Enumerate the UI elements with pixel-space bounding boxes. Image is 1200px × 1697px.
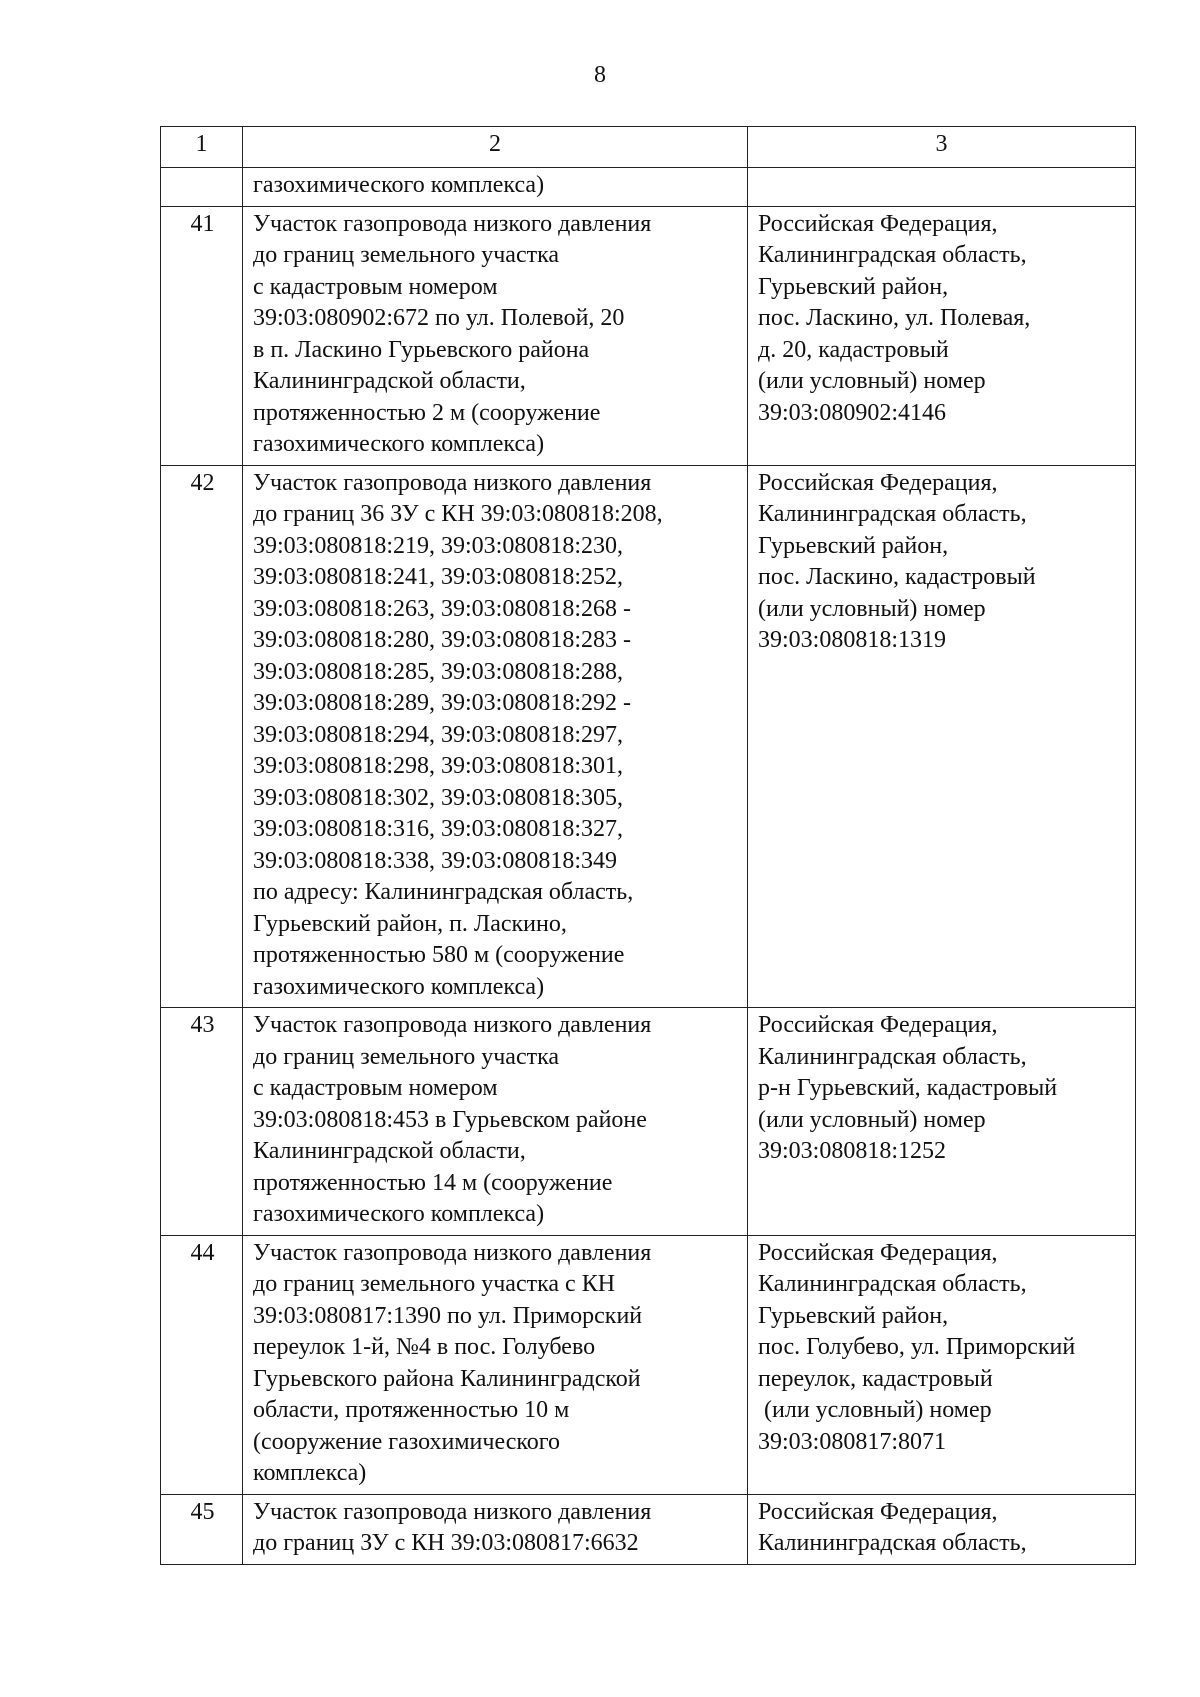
page-number: 8 xyxy=(594,62,606,88)
address-line: Калининградская область, xyxy=(758,1271,1027,1297)
address-line: (или условный) номер xyxy=(758,368,986,394)
address-line: Российская Федерация, xyxy=(758,1239,998,1266)
object-description-line: 39:03:080818:338, 39:03:080818:349 xyxy=(253,847,618,874)
object-description-line: протяженностью 580 м (сооружение xyxy=(253,942,625,968)
object-description-line: в п. Ласкино Гурьевского района xyxy=(253,336,590,363)
object-description-cell xyxy=(243,1494,748,1564)
object-description-line: газохимического комплекса) xyxy=(253,973,545,1000)
row-number: 43 xyxy=(161,1008,243,1236)
address-line: Калининградская область, xyxy=(758,501,1027,527)
object-description-line: с кадастровым номером xyxy=(253,1075,498,1101)
object-description-line: по адресу: Калининградская область, xyxy=(253,879,634,905)
object-description-line: переулок 1-й, №4 в пос. Голубево xyxy=(253,1334,596,1360)
address-cell xyxy=(748,1494,1136,1564)
address-cell xyxy=(748,465,1136,1008)
address-line: Калининградская область, xyxy=(758,1530,1027,1556)
object-description-line: до границ земельного участка xyxy=(253,1043,560,1070)
address-cell xyxy=(748,1235,1136,1494)
column-header: 3 xyxy=(748,127,1136,168)
object-description-line: протяженностью 14 м (сооружение xyxy=(253,1169,613,1196)
address-line: пос. Ласкино, ул. Полевая, xyxy=(758,305,1031,331)
object-description-line: 39:03:080818:219, 39:03:080818:230, xyxy=(253,532,624,559)
address-cell xyxy=(748,1008,1136,1236)
address-line: переулок, кадастровый xyxy=(758,1365,993,1392)
object-description-cell xyxy=(243,465,748,1008)
object-description-line: Участок газопровода низкого давления xyxy=(253,210,652,237)
object-description-cell xyxy=(243,168,748,207)
address-line: Гурьевский район, xyxy=(758,1302,949,1329)
object-description-line: 39:03:080818:280, 39:03:080818:283 - xyxy=(253,627,631,653)
address-line: 39:03:080818:1319 xyxy=(758,627,947,653)
table-header-row xyxy=(161,127,1136,168)
table-row xyxy=(161,206,1136,465)
address-line: Российская Федерация, xyxy=(758,1012,998,1038)
object-description-line: до границ земельного участка xyxy=(253,242,560,268)
object-description-line: до границ 36 ЗУ с КН 39:03:080818:208, xyxy=(253,501,663,527)
object-description-line: 39:03:080818:294, 39:03:080818:297, xyxy=(253,721,624,748)
table-row xyxy=(161,1008,1136,1236)
table-row xyxy=(161,1494,1136,1564)
address-cell xyxy=(748,168,1136,207)
row-number: 42 xyxy=(161,465,243,1008)
object-description-line: 39:03:080818:263, 39:03:080818:268 - xyxy=(253,595,631,622)
object-description-line: 39:03:080818:316, 39:03:080818:327, xyxy=(253,816,624,842)
object-description-line: 39:03:080817:1390 по ул. Приморский xyxy=(253,1302,643,1329)
address-line: Российская Федерация, xyxy=(758,469,998,496)
object-description-line: до границ земельного участка с КН xyxy=(253,1271,616,1297)
object-description-line: до границ ЗУ с КН 39:03:080817:6632 xyxy=(253,1530,639,1556)
object-description-line: 39:03:080818:453 в Гурьевском районе xyxy=(253,1106,647,1133)
address-line: Российская Федерация, xyxy=(758,1498,998,1525)
row-number: 41 xyxy=(161,206,243,465)
object-description-line: Калининградской области, xyxy=(253,1138,526,1164)
continuation-row xyxy=(161,168,1136,207)
object-description-line: Гурьевский район, п. Ласкино, xyxy=(253,910,567,937)
object-description-line: комплекса) xyxy=(253,1460,367,1486)
row-number xyxy=(161,168,243,207)
registry-table xyxy=(160,126,1136,1565)
object-description-line: Участок газопровода низкого давления xyxy=(253,1239,652,1266)
object-description-line: 39:03:080818:241, 39:03:080818:252, xyxy=(253,564,624,590)
row-number: 44 xyxy=(161,1235,243,1494)
address-line: Российская Федерация, xyxy=(758,210,998,237)
address-line: Гурьевский район, xyxy=(758,532,949,559)
address-cell xyxy=(748,206,1136,465)
table-row xyxy=(161,465,1136,1008)
address-line: Калининградская область, xyxy=(758,242,1027,268)
object-description-line: газохимического комплекса) xyxy=(253,172,545,198)
address-line: Гурьевский район, xyxy=(758,273,949,300)
object-description-line: (сооружение газохимического xyxy=(253,1428,561,1455)
object-description-line: с кадастровым номером xyxy=(253,273,498,300)
object-description-line: Гурьевского района Калининградской xyxy=(253,1365,641,1392)
object-description-line: протяженностью 2 м (сооружение xyxy=(253,399,601,426)
address-line: пос. Голубево, ул. Приморский xyxy=(758,1334,1076,1360)
object-description-line: Калининградской области, xyxy=(253,368,526,394)
address-line: 39:03:080818:1252 xyxy=(758,1138,947,1164)
address-line: р-н Гурьевский, кадастровый xyxy=(758,1075,1058,1101)
object-description-cell xyxy=(243,206,748,465)
object-description-cell xyxy=(243,1235,748,1494)
address-line: д. 20, кадастровый xyxy=(758,336,949,363)
address-line: Калининградская область, xyxy=(758,1043,1027,1070)
address-line: 39:03:080902:4146 xyxy=(758,399,947,426)
object-description-line: 39:03:080818:289, 39:03:080818:292 - xyxy=(253,690,631,716)
address-line: пос. Ласкино, кадастровый xyxy=(758,564,1036,590)
column-header: 1 xyxy=(161,127,243,168)
object-description-line: 39:03:080818:298, 39:03:080818:301, xyxy=(253,753,624,779)
object-description-line: Участок газопровода низкого давления xyxy=(253,1012,652,1038)
object-description-cell xyxy=(243,1008,748,1236)
column-header: 2 xyxy=(243,127,748,168)
table-row xyxy=(161,1235,1136,1494)
address-line: 39:03:080817:8071 xyxy=(758,1428,947,1455)
object-description-line: 39:03:080902:672 по ул. Полевой, 20 xyxy=(253,305,625,331)
address-line: (или условный) номер xyxy=(758,1397,992,1423)
address-line: (или условный) номер xyxy=(758,595,986,622)
object-description-line: области, протяженностью 10 м xyxy=(253,1397,570,1423)
object-description-line: газохимического комплекса) xyxy=(253,1201,545,1227)
object-description-line: газохимического комплекса) xyxy=(253,431,545,457)
object-description-line: Участок газопровода низкого давления xyxy=(253,469,652,496)
object-description-line: 39:03:080818:302, 39:03:080818:305, xyxy=(253,784,624,811)
object-description-line: 39:03:080818:285, 39:03:080818:288, xyxy=(253,658,624,685)
address-line: (или условный) номер xyxy=(758,1106,986,1133)
row-number: 45 xyxy=(161,1494,243,1564)
object-description-line: Участок газопровода низкого давления xyxy=(253,1498,652,1525)
